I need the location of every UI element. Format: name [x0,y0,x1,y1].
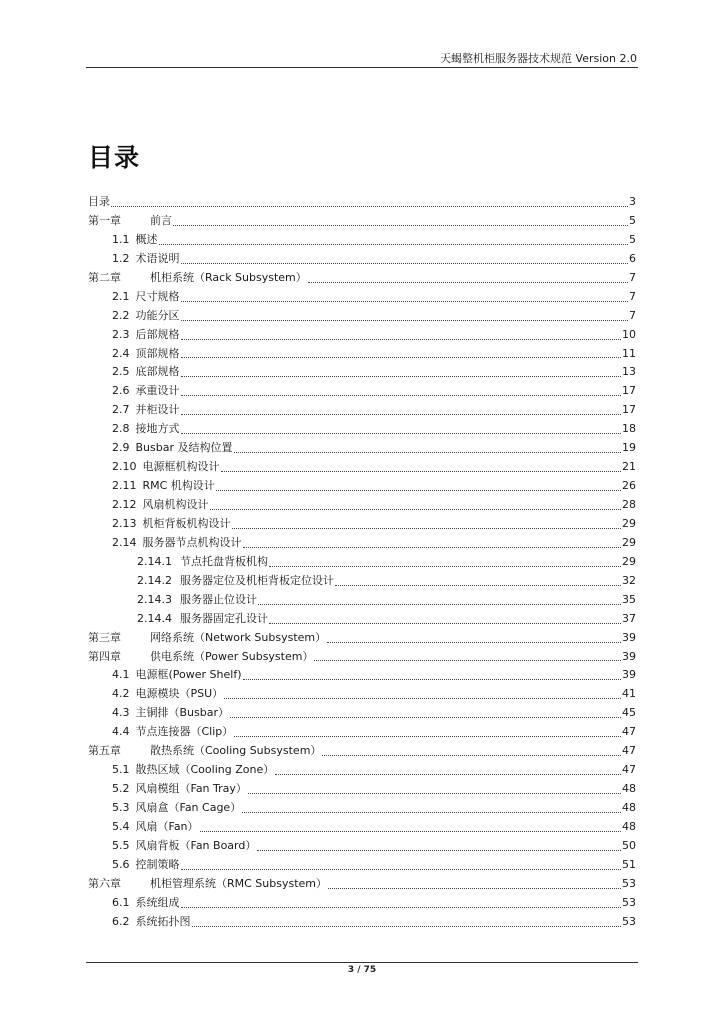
toc-leader-dots [216,490,621,491]
toc-entry-text: 风扇机构设计 [142,498,209,511]
toc-entry-label [137,572,334,591]
toc-entry[interactable] [88,231,636,250]
toc-entry-page: 35 [622,592,636,606]
toc-entry-number: 4.4 [112,725,130,739]
toc-entry-page: 19 [622,441,636,455]
toc-entry-number: 2.7 [112,403,130,417]
toc-entry-label [112,534,242,553]
toc-entry-label [112,496,209,515]
toc-entry-label [112,666,242,685]
toc-entry-label [88,875,327,894]
toc-entry[interactable] [88,212,636,231]
toc-entry-page: 50 [622,838,636,852]
toc-entry-number: 4.3 [112,706,130,720]
toc-entry-label [112,704,229,723]
toc-entry-label [112,477,215,496]
toc-leader-dots [173,225,628,226]
toc-entry-page: 17 [622,384,636,398]
toc-entry-page: 3 [629,195,636,208]
toc-entry-page: 37 [622,611,636,625]
toc-leader-dots [230,717,621,718]
toc-entry[interactable] [88,610,636,629]
toc-leader-dots [181,907,622,908]
toc-entry[interactable] [88,307,636,326]
toc-entry-number: 1.2 [112,251,130,265]
toc-entry-text: 目录 [88,195,110,208]
toc-entry-text: RMC 机构设计 [142,479,215,493]
toc-leader-dots [181,414,622,415]
toc-leader-dots [221,471,622,472]
toc-entry[interactable] [88,572,636,591]
toc-entry-number: 2.6 [112,384,130,398]
toc-entry-page: 48 [622,819,636,833]
toc-entry[interactable] [88,345,636,364]
toc-leader-dots [269,566,621,567]
toc-leader-dots [181,339,622,340]
toc-entry-number: 5.2 [112,782,130,796]
page-number: 3 / 75 [347,965,377,975]
toc-leader-dots [243,679,622,680]
toc-entry-page: 29 [622,516,636,530]
footer-rule [86,962,638,963]
toc-entry-text: 风扇（Fan） [135,819,199,833]
toc-entry-text: 系统组成 [135,895,180,909]
toc-entry-label [112,288,180,307]
toc-entry-label [112,913,191,932]
toc-entry-page: 48 [622,801,636,814]
toc-entry-label [112,382,180,401]
toc-entry-number: 2.14.3 [137,592,172,606]
toc-entry-number: 5.4 [112,819,130,833]
toc-entry[interactable] [88,723,636,742]
toc-entry-number: 2.3 [112,327,130,341]
toc-entry-label [112,723,233,742]
toc-leader-dots [248,793,621,794]
toc-leader-dots [181,376,622,377]
toc-entry-number: 2.1 [112,289,130,303]
toc-entry-number: 第六章 [88,876,121,890]
toc-entry-number: 2.8 [112,422,130,436]
toc-entry-page: 6 [629,251,636,265]
toc-leader-dots [242,812,621,813]
toc-entry-label [112,345,180,364]
toc-entry[interactable] [88,761,636,780]
toc-leader-dots [328,888,621,889]
toc-entry-page: 18 [622,422,636,436]
toc-entry-label [112,761,274,780]
toc-entry-number: 第一章 [88,213,121,227]
toc-entry-label [112,250,180,269]
toc-entry-page: 26 [622,479,636,493]
toc-entry[interactable] [88,326,636,345]
toc-entry-text: 术语说明 [135,251,180,265]
toc-entry-page: 41 [622,687,636,701]
toc-entry[interactable] [88,288,636,307]
toc-entry-text: 并柜设计 [135,403,180,417]
toc-entry-number: 2.5 [112,365,130,379]
toc-entry-label [112,515,231,534]
toc-entry-label [112,685,223,704]
toc-leader-dots [181,301,629,302]
toc-entry[interactable] [88,269,636,288]
toc-entry-number: 2.13 [112,516,137,530]
toc-leader-dots [314,660,621,661]
toc-entry-label [88,742,321,761]
toc-entry-page: 51 [622,857,636,871]
toc-entry-page: 11 [622,346,636,360]
toc-entry[interactable] [88,685,636,704]
toc-entry-page: 47 [622,744,636,758]
toc-entry[interactable] [88,591,636,610]
toc-entry-page: 7 [629,308,636,322]
toc-entry-text: 概述 [135,232,158,246]
toc-entry-text: 供电系统（Power Subsystem） [150,649,314,663]
toc-entry-text: 机柜管理系统（RMC Subsystem） [150,876,328,890]
toc-entry[interactable] [88,496,636,515]
toc-leader-dots [181,263,629,264]
toc-entry-text: 风扇盒（Fan Cage） [135,801,242,814]
toc-entry-label [88,193,110,212]
toc-entry-number: 第四章 [88,649,121,663]
toc-entry-number: 2.9 [112,441,130,455]
toc-entry-text: 服务器定位及机柜背板定位设计 [180,573,334,587]
toc-leader-dots [308,282,628,283]
toc-entry[interactable] [88,458,636,477]
toc-entry-text: 节点托盘背板机构 [180,554,268,568]
toc-entry-text: 电源框(Power Shelf) [135,668,242,682]
toc-entry-label [112,458,220,477]
toc-entry-number: 第五章 [88,744,121,758]
running-header: 天蝎整机柜服务器技术规范 Version 2.0 [440,52,637,65]
toc-entry-text: 主铜排（Busbar） [135,706,229,720]
toc-leader-dots [257,850,621,851]
page-title: 目录 [88,143,141,172]
toc-entry-text: 顶部规格 [135,346,180,360]
toc-entry-label [112,231,158,250]
toc-entry-text: 承重设计 [135,384,180,398]
toc-entry-page: 5 [629,213,636,227]
toc-entry-text: 电源模块（PSU） [135,687,224,701]
toc-entry-number: 第三章 [88,630,121,644]
toc-entry-text: 散热区域（Cooling Zone） [135,763,275,777]
toc-leader-dots [181,869,622,870]
toc-entry-page: 32 [622,573,636,587]
toc-entry-label [112,856,180,875]
toc-leader-dots [224,698,621,699]
toc-entry-page: 53 [622,914,636,928]
toc-entry-page: 28 [622,498,636,511]
toc-entry[interactable] [88,856,636,875]
toc-leader-dots [258,604,621,605]
toc-leader-dots [269,623,621,624]
toc-entry[interactable] [88,818,636,837]
toc-entry-page: 29 [622,535,636,549]
toc-entry-page: 47 [622,725,636,739]
toc-entry-text: 功能分区 [135,308,180,322]
toc-entry-number: 5.5 [112,838,130,852]
toc-entry[interactable] [88,382,636,401]
toc-entry-number: 2.12 [112,498,137,511]
toc-entry-text: 接地方式 [135,422,180,436]
toc-entry-number: 2.4 [112,346,130,360]
toc-entry[interactable] [88,913,636,932]
toc-entry-text: 控制策略 [135,857,180,871]
toc-entry-label [112,307,180,326]
toc-entry[interactable] [88,401,636,420]
toc-entry-label [112,818,199,837]
toc-entry[interactable] [88,666,636,685]
toc-entry-page: 47 [622,763,636,777]
toc-entry[interactable] [88,250,636,269]
toc-entry[interactable] [88,742,636,761]
toc-entry-label [112,326,180,345]
toc-entry-label [112,420,180,439]
toc-entry-text: 服务器止位设计 [180,592,257,606]
toc-entry[interactable] [88,363,636,382]
toc-entry-number: 第二章 [88,270,121,284]
toc-leader-dots [275,774,621,775]
toc-leader-dots [327,642,621,643]
toc-entry-text: 服务器节点机构设计 [142,535,242,549]
toc-leader-dots [181,433,622,434]
toc-entry[interactable] [88,799,636,818]
toc-entry[interactable] [88,875,636,894]
toc-entry-text: 节点连接器（Clip） [135,725,234,739]
toc-entry-page: 29 [622,554,636,568]
toc-leader-dots [335,585,621,586]
toc-entry-number: 5.6 [112,857,130,871]
toc-entry-text: 网络系统（Network Subsystem） [150,630,327,644]
toc-entry-text: Busbar 及结构位置 [135,441,233,455]
toc-entry-page: 7 [629,289,636,303]
toc-entry-label [88,629,326,648]
toc-entry-label [137,553,268,572]
table-of-contents [88,193,636,932]
toc-entry-text: 服务器固定孔设计 [180,611,268,625]
toc-entry[interactable] [88,780,636,799]
toc-leader-dots [243,547,622,548]
toc-entry-label [112,780,247,799]
toc-entry-page: 39 [622,630,636,644]
toc-entry-number: 2.10 [112,460,137,474]
toc-entry-number: 2.14.2 [137,573,172,587]
toc-entry-label [88,269,307,288]
header-rule [86,67,638,68]
toc-entry-text: 散热系统（Cooling Subsystem） [150,744,322,758]
toc-entry-number: 4.2 [112,687,130,701]
toc-entry-number: 4.1 [112,668,130,682]
toc-entry-page: 17 [622,403,636,417]
toc-entry-text: 尺寸规格 [135,289,180,303]
toc-entry[interactable] [88,629,636,648]
toc-entry-page: 10 [622,327,636,341]
toc-entry-page: 53 [622,895,636,909]
toc-entry-page: 5 [629,232,636,246]
toc-entry-page: 7 [629,270,636,284]
toc-entry-text: 电源框机构设计 [142,460,220,474]
toc-entry-label [88,648,313,667]
toc-entry-label [137,610,268,629]
toc-entry-label [112,894,180,913]
toc-entry-page: 48 [622,782,636,796]
toc-entry[interactable] [88,534,636,553]
toc-entry-page: 13 [622,365,636,379]
toc-entry-number: 2.14 [112,535,137,549]
toc-entry-text: 底部规格 [135,365,180,379]
toc-entry-number: 2.14.4 [137,611,172,625]
toc-entry-text: 系统拓扑图 [135,914,191,928]
toc-entry-text: 机柜系统（Rack Subsystem） [150,270,307,284]
toc-entry-text: 风扇模组（Fan Tray） [135,782,247,796]
toc-entry[interactable] [88,704,636,723]
toc-entry-page: 21 [622,460,636,474]
toc-entry[interactable] [88,515,636,534]
toc-entry[interactable] [88,193,636,212]
toc-entry[interactable] [88,439,636,458]
toc-entry-page: 39 [622,649,636,663]
toc-entry[interactable] [88,648,636,667]
toc-leader-dots [210,509,622,510]
toc-entry-page: 53 [622,876,636,890]
toc-leader-dots [234,736,621,737]
toc-entry-label [112,439,233,458]
toc-entry-number: 2.2 [112,308,130,322]
toc-entry-text: 后部规格 [135,327,180,341]
toc-leader-dots [181,320,629,321]
toc-leader-dots [200,831,621,832]
toc-leader-dots [192,926,622,927]
toc-leader-dots [181,357,622,358]
toc-entry-number: 6.1 [112,895,130,909]
toc-leader-dots [159,244,629,245]
toc-entry[interactable] [88,553,636,572]
toc-entry-text: 风扇背板（Fan Board） [135,838,257,852]
toc-leader-dots [234,452,622,453]
toc-leader-dots [111,206,628,207]
toc-entry-number: 5.3 [112,801,130,814]
toc-entry-label [112,401,180,420]
toc-entry-number: 5.1 [112,763,130,777]
toc-entry[interactable] [88,837,636,856]
toc-entry-label [112,363,180,382]
toc-leader-dots [181,395,622,396]
toc-entry-number: 6.2 [112,914,130,928]
toc-entry-number: 2.14.1 [137,554,172,568]
toc-entry-page: 45 [622,706,636,720]
toc-entry[interactable] [88,420,636,439]
toc-leader-dots [232,528,622,529]
toc-entry-page: 39 [622,668,636,682]
toc-entry-label [88,212,172,231]
toc-entry-label [112,799,241,818]
toc-entry-label [112,837,256,856]
toc-entry-text: 机柜背板机构设计 [142,516,231,530]
toc-entry[interactable] [88,894,636,913]
toc-entry-number: 2.11 [112,479,137,493]
toc-entry-number: 1.1 [112,232,130,246]
toc-entry[interactable] [88,477,636,496]
toc-leader-dots [322,755,621,756]
toc-entry-text: 前言 [150,213,172,227]
toc-entry-label [137,591,257,610]
